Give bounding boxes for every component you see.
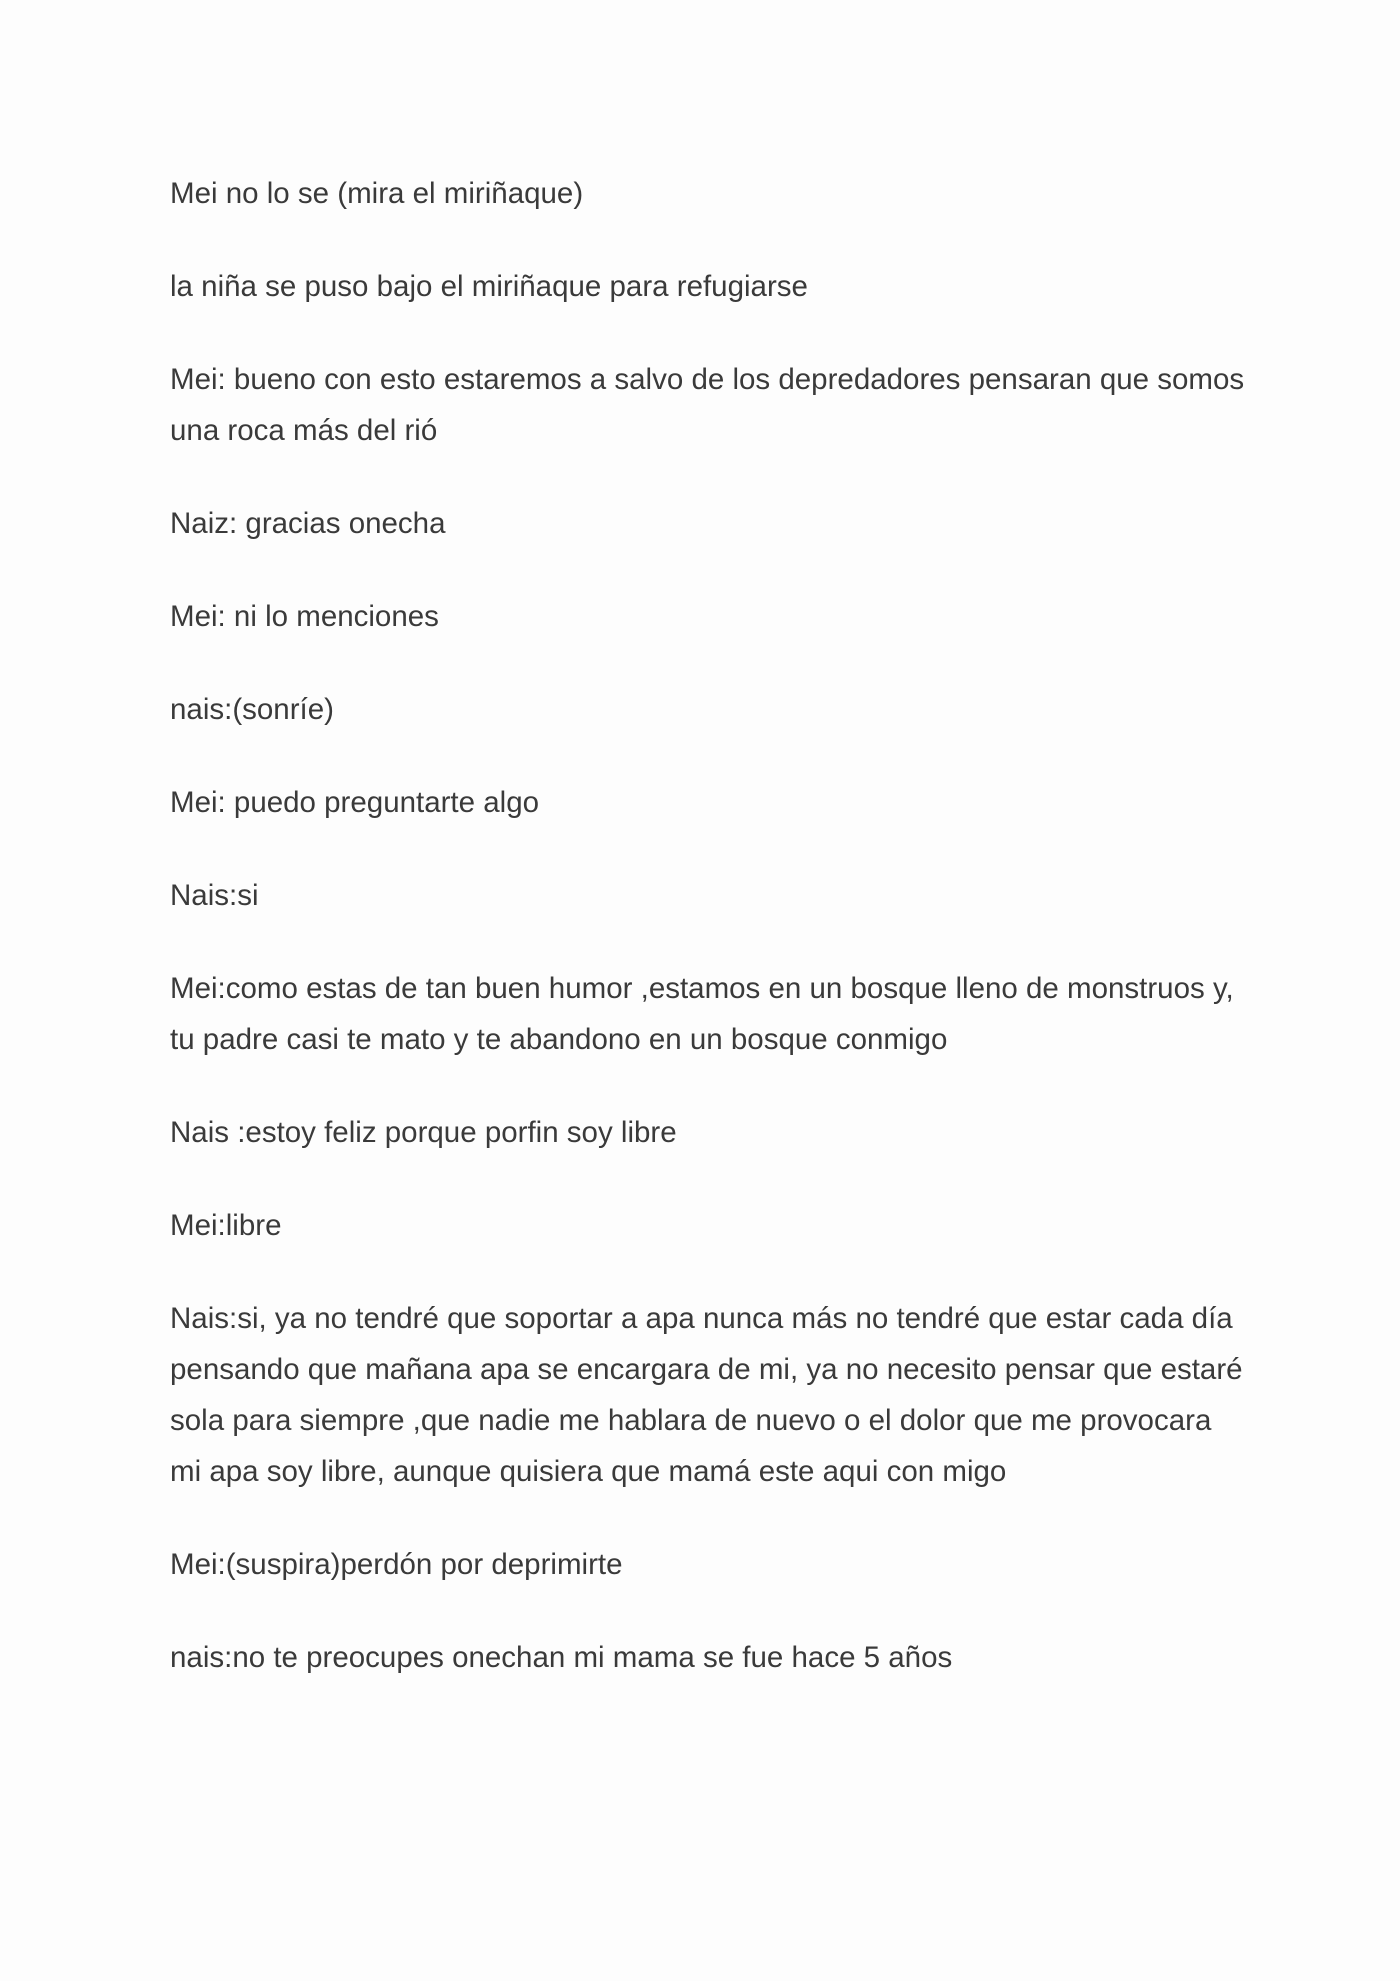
paragraph-6: nais:(sonríe) [170, 693, 334, 726]
paragraph-8: Nais:si [170, 879, 259, 912]
paragraph-7: Mei: puedo preguntarte algo [170, 786, 540, 819]
paragraph-3: Mei: bueno con esto estaremos a salvo de los depredadores pensaran que somos una roca más del rió [170, 363, 1245, 447]
paragraph-12: Nais:si, ya no tendré que soportar a apa nunca más no tendré que estar cada día pensando que mañana apa se encargara de mi, ya no necesito pensar que estaré sola para siempre ,que nadie me hablara de nuevo o el dolor que me provocara mi apa soy libre, aunque quisiera que mamá este aqui con migo [170, 1302, 1243, 1488]
paragraph-11: Mei:libre [170, 1209, 282, 1242]
paragraph-1: Mei no lo se (mira el miriñaque) [170, 177, 584, 210]
paragraph-2: la niña se puso bajo el miriñaque para refugiarse [170, 270, 808, 303]
paragraph-9: Mei:como estas de tan buen humor ,estamos en un bosque lleno de monstruos y, tu padre casi te mato y te abandono en un bosque conmigo [170, 972, 1234, 1056]
document-body [170, 168, 1250, 1725]
paragraph-10: Nais :estoy feliz porque porfin soy libre [170, 1116, 677, 1149]
paragraph-4: Naiz: gracias onecha [170, 507, 446, 540]
paragraph-13: Mei:(suspira)perdón por deprimirte [170, 1548, 623, 1581]
paragraph-14: nais:no te preocupes onechan mi mama se fue hace 5 años [170, 1641, 953, 1674]
paragraph-5: Mei: ni lo menciones [170, 600, 439, 633]
